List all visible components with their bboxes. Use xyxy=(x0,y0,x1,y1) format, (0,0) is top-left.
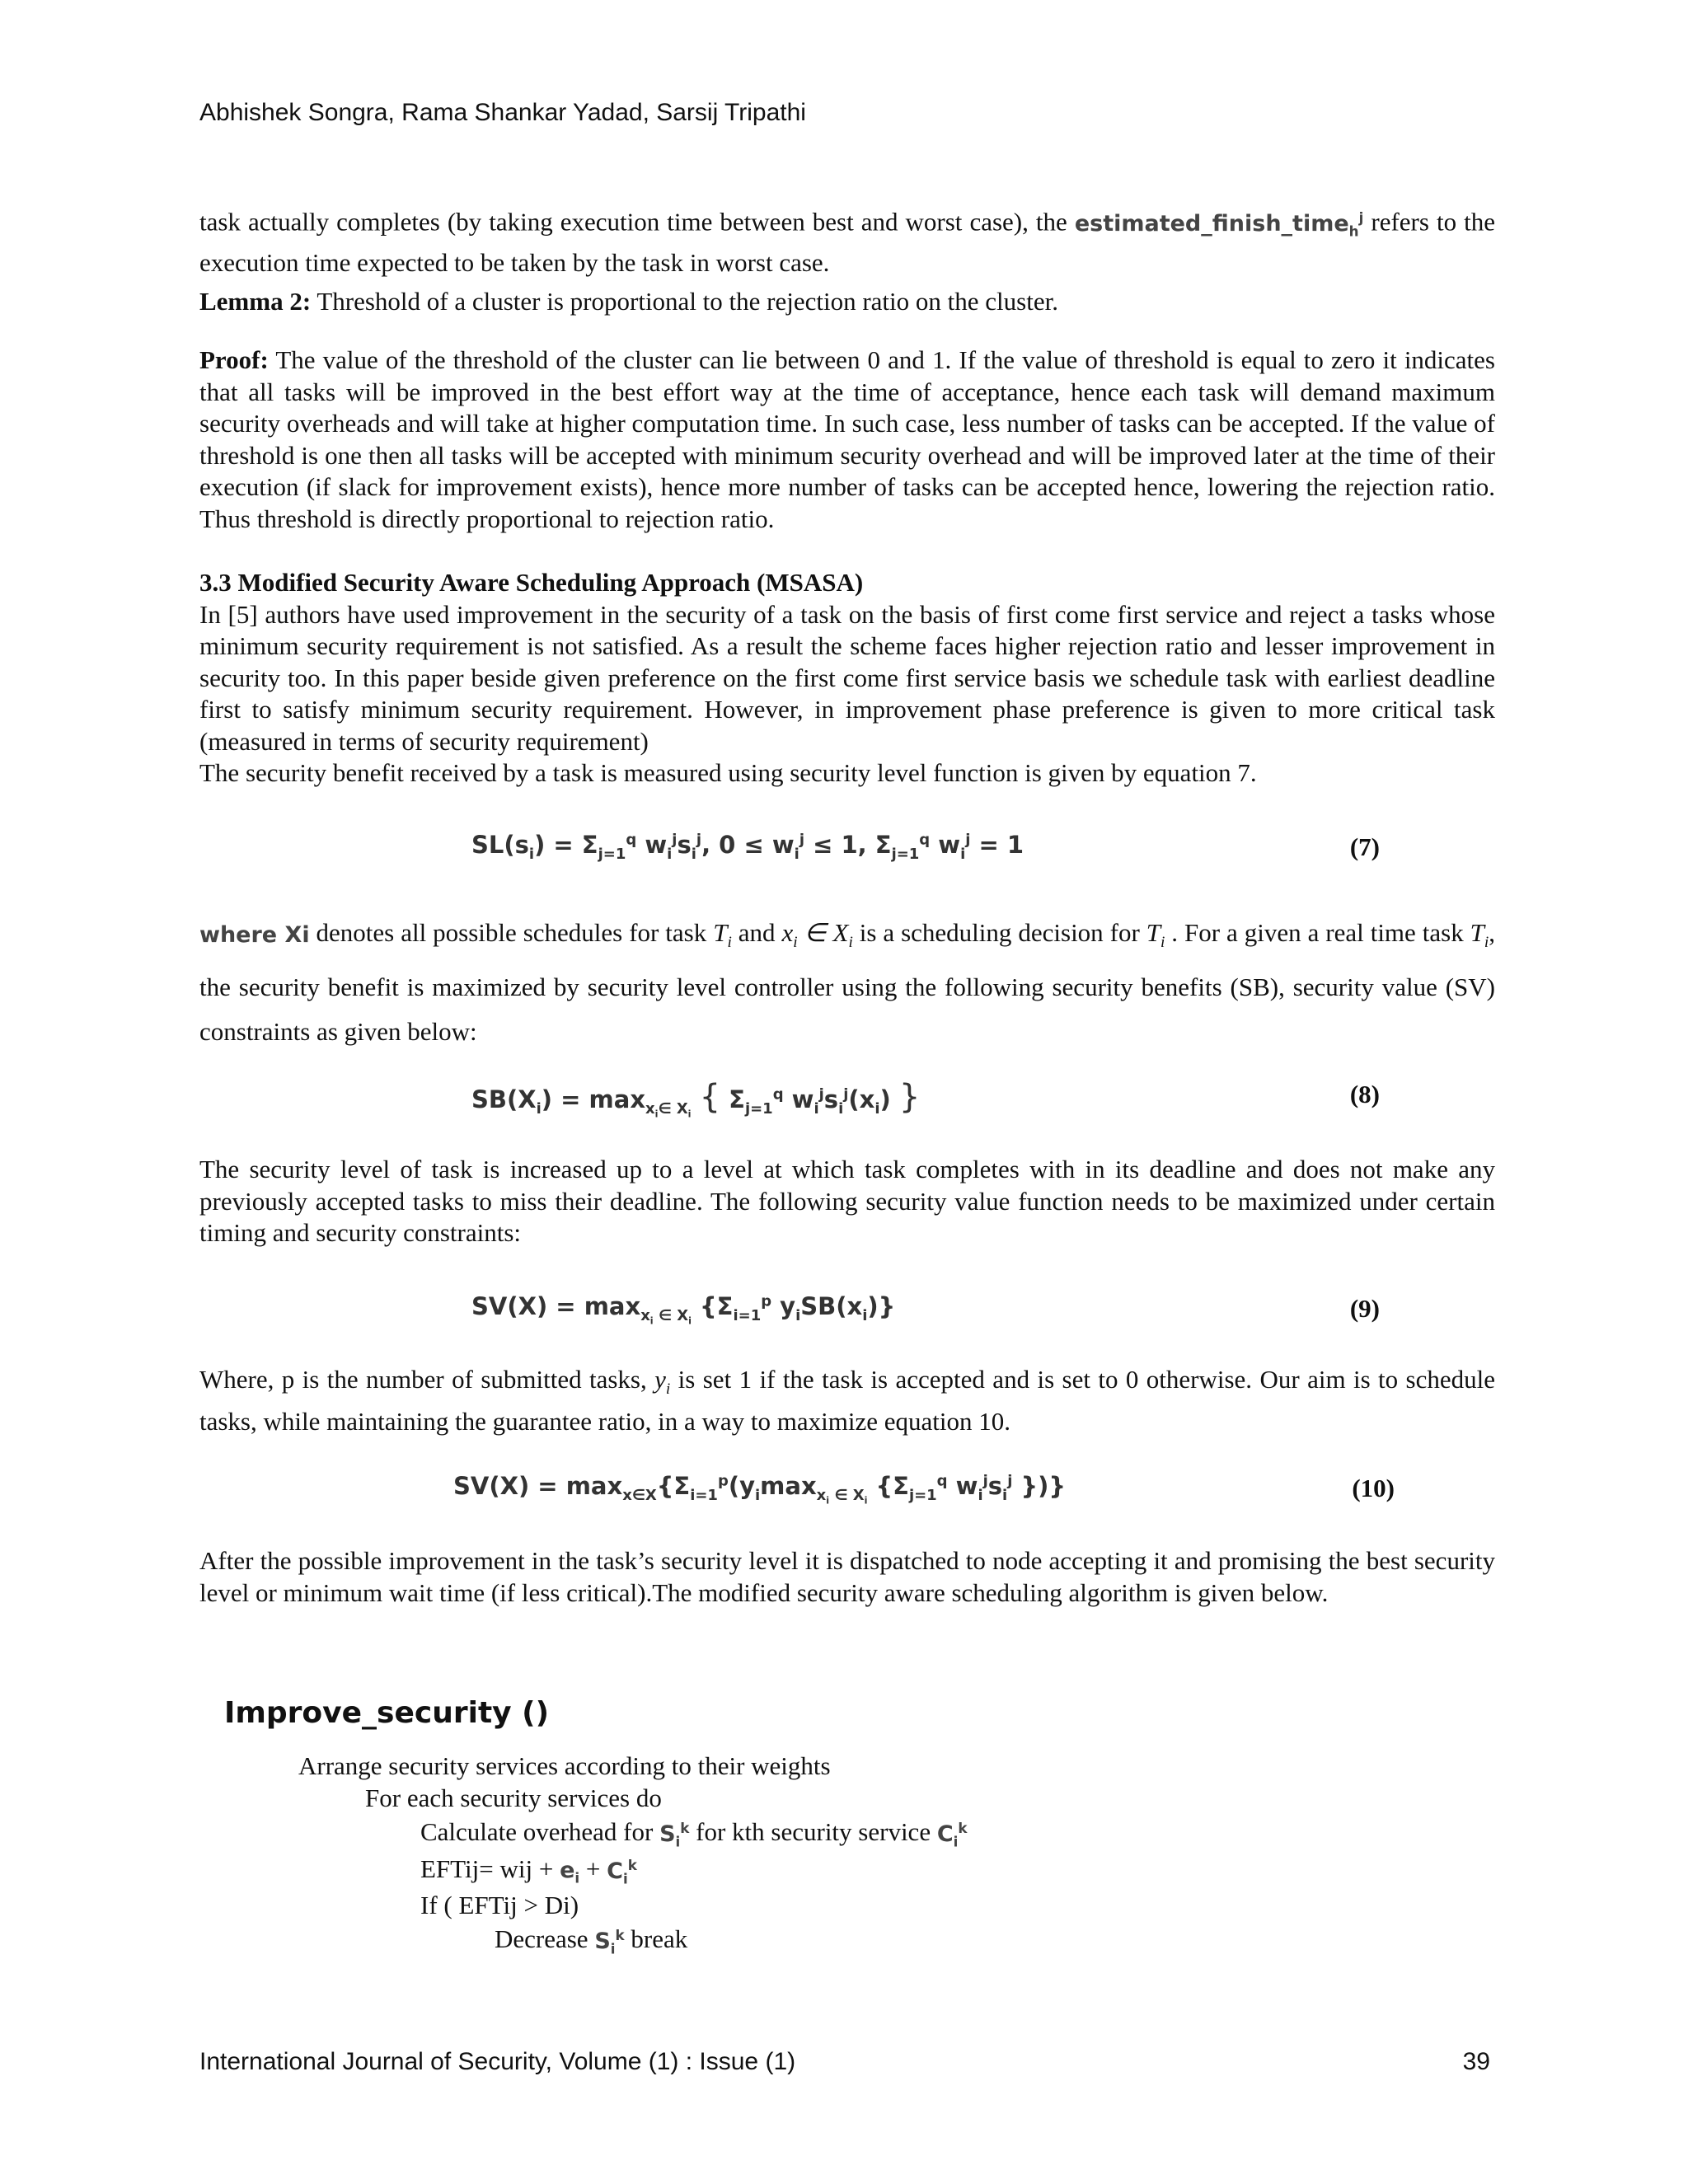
algorithm-line-4: EFTij= wij + $e_i + C_i^k$ xyxy=(420,1854,637,1887)
equation-7-formula: $SL(s_i) = \Sigma_{j=1}^q$ $w_i^js_i^j$, $0 \le w_i^j \le 1$, $\Sigma_{j=1}^q$ $w_i^j = 1$ xyxy=(471,831,1025,863)
paragraph-after-improvement: After the possible improvement in the task’s security level it is dispatched to node accepting it and promising the best security level or minimum wait time (if less critical).The modified security aware scheduling algorithm is given below. xyxy=(199,1546,1495,1607)
equation-9 xyxy=(199,1286,1495,1335)
lemma-2: Lemma 2: Threshold of a cluster is proportional to the rejection ratio on the cluster. xyxy=(199,287,1058,316)
equation-10 xyxy=(199,1465,1495,1515)
algorithm-title: Improve_security () xyxy=(224,1696,550,1730)
equation-9-number: (9) xyxy=(1349,1294,1380,1323)
section-body: In [5] authors have used improvement in the security of a task on the basis of first come first service and reject a tasks whose minimum security requirement is not satisfied. As a result the scheme faces higher rejection ratio and lesser improvement in security too. In this paper beside given preference on the first come first service basis we schedule task with earliest deadline first to satisfy minimum security requirement. However, in improvement phase preference is given to more critical task (measured in terms of security requirement) xyxy=(199,599,1495,756)
section-body-2: The security benefit received by a task is measured using security level function is given by equation 7. xyxy=(199,758,1257,787)
math-estimated-finish-time: estimated_finish_time$_h^j$ xyxy=(1074,209,1364,240)
paragraph-finish-time: task actually completes (by taking execution time between best and worst case), the estimated_finish_time$_h^j$ refers to the execution time expected to be taken by the task in worst case. xyxy=(199,202,1495,279)
page-number: 39 xyxy=(1462,2048,1490,2075)
algorithm-line-1: Arrange security services according to their weights xyxy=(298,1751,831,1780)
equation-8-number: (8) xyxy=(1349,1080,1380,1108)
equation-7 xyxy=(199,824,1495,874)
equation-7-number: (7) xyxy=(1349,832,1380,861)
equation-8-formula: $SB(X_i) = \max_{x_i\in X_i}$ { $\Sigma_{j=1}^q$ $w_i^js_i^j(x_i)$ } xyxy=(471,1078,921,1120)
algorithm-line-2: For each security services do xyxy=(365,1783,662,1812)
algorithm-line-3: Calculate overhead for $S_i^k$ for kth security service $C_i^k$ xyxy=(420,1817,968,1850)
equation-8 xyxy=(199,1071,1495,1121)
running-header: Abhishek Songra, Rama Shankar Yadad, Sarsij Tripathi xyxy=(199,99,806,126)
paragraph-where-p: Where, p is the number of submitted tasks, $y_i$ is set 1 if the task is accepted and is set to 0 otherwise. Our aim is to schedule tasks, while maintaining the guarantee ratio, in a way to maximize equation 10. xyxy=(199,1365,1495,1436)
section-3-3 xyxy=(199,567,1495,790)
proof-paragraph: Proof: The value of the threshold of the cluster can lie between 0 and 1. If the value of threshold is equal to zero it indicates that all tasks will be improved in the best effort way at the time of acceptance, hence each task will demand maximum security overheads and will take at higher computation time. In such case, less number of tasks can be accepted. If the value of threshold is one then all tasks will be accepted with minimum security overhead and will be improved later at the time of their execution (if slack for improvement exists), hence more number of tasks can be accepted hence, lowering the rejection ratio. Thus threshold is directly proportional to rejection ratio. xyxy=(199,345,1495,533)
algorithm-line-6: Decrease $S_i^k$ break xyxy=(495,1924,688,1957)
equation-10-formula: $SV(X) = \max_{x\in X}\{\Sigma_{i=1}^p(y_i\max_{x_i \in X_i}$ {$\Sigma_{j=1}^q$ $w_i^js_i^j$ })} xyxy=(453,1472,1067,1507)
paragraph-security-level: The security level of task is increased up to a level at which task completes with in its deadline and does not make any previously accepted tasks to miss their deadline. The following security value function needs to be maximized under certain timing and security constraints: xyxy=(199,1155,1495,1247)
section-heading: 3.3 Modified Security Aware Scheduling Approach (MSASA) xyxy=(199,568,864,597)
journal-footer: International Journal of Security, Volume (1) : Issue (1) xyxy=(199,2048,796,2075)
paragraph-where-xi: where Xi denotes all possible schedules for task $T_i$ and $x_i$ ∈ $X_i$ is a scheduling decision for $T_i$ . For a given a real time task $T_i$, the security benefit is maximized by security level controller using the following security benefits (SB), security value (SV) constraints as given below: xyxy=(199,918,1495,1047)
equation-9-formula: $SV(X) = \max_{x_i \in X_i} \{\Sigma_{i=1}^p$ $y_iSB(x_i)$} xyxy=(471,1292,896,1327)
algorithm-line-5: If ( EFTij > Di) xyxy=(420,1891,579,1919)
equation-10-number: (10) xyxy=(1352,1474,1395,1502)
